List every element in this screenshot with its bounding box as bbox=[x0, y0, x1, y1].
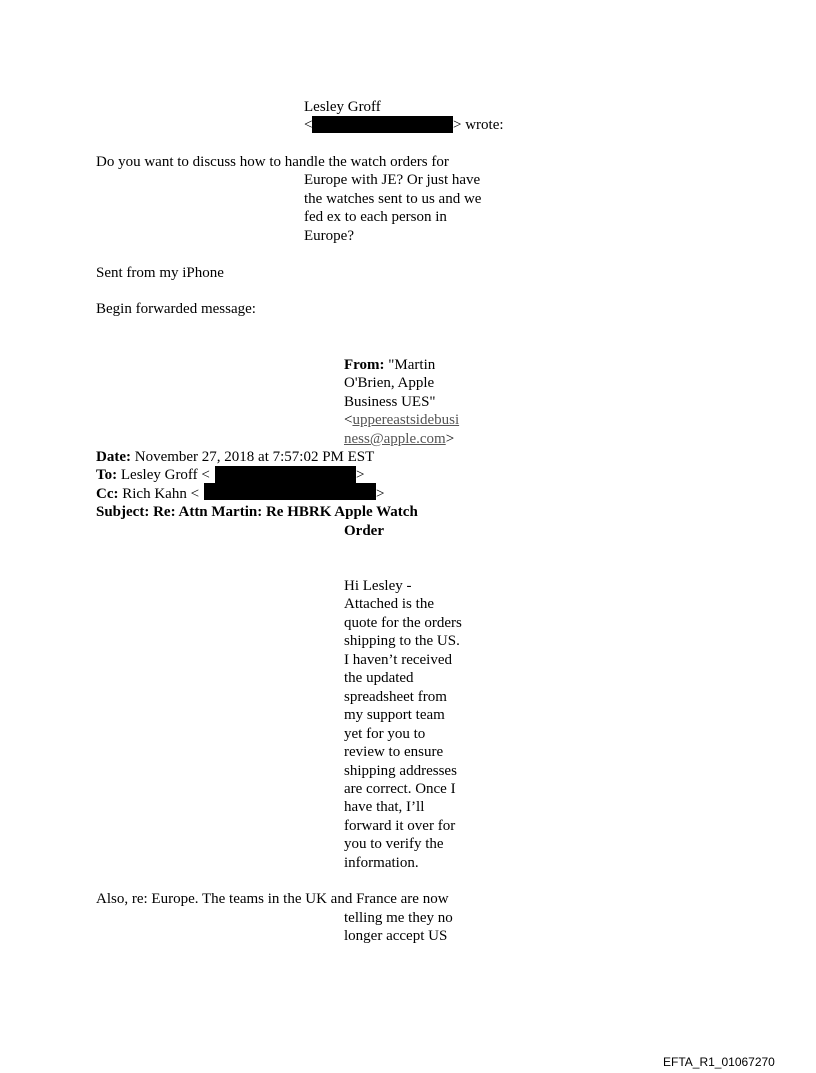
message-line: the watches sent to us and we bbox=[304, 191, 482, 207]
message-line: Europe with JE? Or just have bbox=[304, 172, 481, 188]
subject-value-continued: Order bbox=[344, 523, 384, 539]
body-line: have that, I’ll bbox=[344, 799, 425, 815]
body-line: Also, re: Europe. The teams in the UK and France are now bbox=[96, 891, 449, 907]
date-label: Date: bbox=[96, 449, 131, 465]
body-line: forward it over for bbox=[344, 818, 456, 834]
to-close-bracket: > bbox=[356, 467, 365, 483]
message-line: Europe? bbox=[304, 228, 354, 244]
sent-from-signature: Sent from my iPhone bbox=[96, 265, 224, 281]
cc-close-bracket: > bbox=[376, 486, 385, 502]
sender-name: Lesley Groff bbox=[304, 99, 381, 115]
body-line: review to ensure bbox=[344, 744, 444, 760]
from-email-link[interactable]: ness@apple.com bbox=[344, 431, 446, 447]
document-id: EFTA_R1_01067270 bbox=[663, 1055, 775, 1069]
from-name-line: O'Brien, Apple bbox=[344, 375, 435, 391]
from-name-line: Business UES" bbox=[344, 394, 436, 410]
from-email-row: <uppereastsidebusi bbox=[344, 412, 460, 428]
date-value: November 27, 2018 at 7:57:02 PM EST bbox=[134, 449, 375, 465]
cc-label: Cc: bbox=[96, 486, 119, 502]
cc-value: Rich Kahn < bbox=[122, 486, 200, 502]
body-line: Attached is the bbox=[344, 596, 434, 612]
wrote-label: > wrote: bbox=[453, 117, 504, 133]
message-line: Do you want to discuss how to handle the watch orders for bbox=[96, 154, 449, 170]
to-label: To: bbox=[96, 467, 118, 483]
body-line: the updated bbox=[344, 670, 414, 686]
body-line: telling me they no bbox=[344, 910, 453, 926]
from-row bbox=[344, 356, 435, 375]
begin-forwarded-label: Begin forwarded message: bbox=[96, 301, 256, 317]
body-line: are correct. Once I bbox=[344, 781, 456, 797]
body-line: longer accept US bbox=[344, 928, 448, 944]
redaction-block bbox=[312, 116, 453, 133]
cc-row bbox=[96, 485, 199, 504]
from-label: From: bbox=[344, 357, 385, 373]
subject-label: Subject: bbox=[96, 504, 150, 520]
body-line: you to verify the bbox=[344, 836, 444, 852]
from-name-line: "Martin bbox=[388, 357, 436, 373]
date-row bbox=[96, 448, 374, 467]
to-row bbox=[96, 466, 210, 485]
from-email-link[interactable]: uppereastsidebusi bbox=[352, 412, 460, 428]
body-line: shipping to the US. bbox=[344, 633, 460, 649]
from-email-row: ness@apple.com> bbox=[344, 431, 455, 447]
body-line: my support team bbox=[344, 707, 445, 723]
to-value: Lesley Groff < bbox=[120, 467, 210, 483]
redaction-block bbox=[215, 466, 356, 483]
body-line: information. bbox=[344, 855, 419, 871]
body-line: quote for the orders bbox=[344, 615, 462, 631]
message-line: fed ex to each person in bbox=[304, 209, 447, 225]
body-line: shipping addresses bbox=[344, 763, 457, 779]
redaction-block bbox=[204, 483, 376, 500]
subject-value: Re: Attn Martin: Re HBRK Apple Watch bbox=[153, 504, 418, 520]
body-line: yet for you to bbox=[344, 726, 426, 742]
subject-row bbox=[96, 503, 418, 522]
body-line: Hi Lesley - bbox=[344, 578, 412, 594]
body-line: spreadsheet from bbox=[344, 689, 447, 705]
email-open-bracket: < bbox=[304, 117, 313, 133]
body-line: I haven’t received bbox=[344, 652, 452, 668]
